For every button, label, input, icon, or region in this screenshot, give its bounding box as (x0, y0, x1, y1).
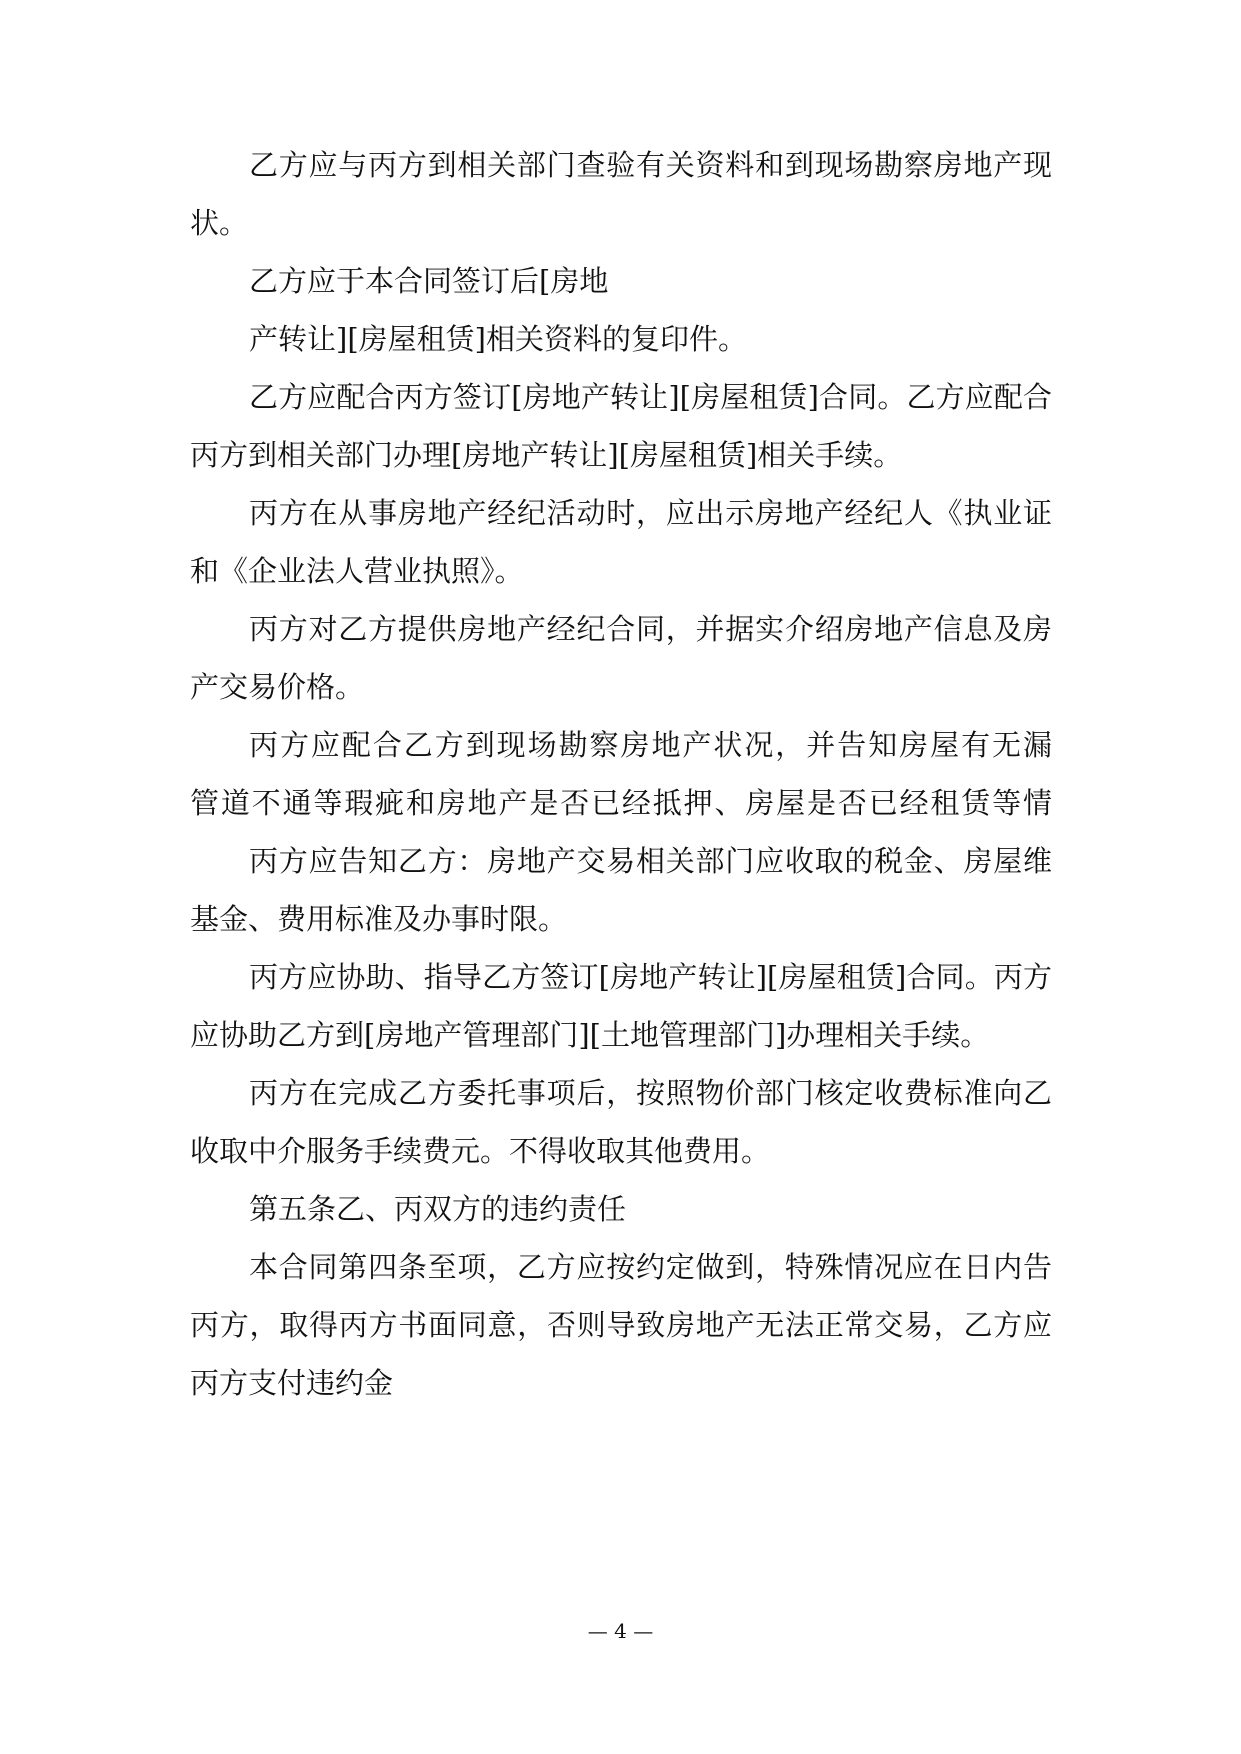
paragraph-line: 丙方对乙方提供房地产经纪合同，并据实介绍房地产信息及房 (249, 612, 1052, 646)
paragraph-line: 丙方应协助、指导乙方签订[房地产转让][房屋租赁]合同。丙方 (249, 960, 1052, 994)
paragraph-line: 应协助乙方到[房地产管理部门][土地管理部门]办理相关手续。 (190, 1018, 990, 1052)
text-line (0, 1015, 1241, 1055)
text-line (0, 493, 1241, 533)
paragraph-line: 管道不通等瑕疵和房地产是否已经抵押、房屋是否已经租赁等情 (190, 786, 1052, 820)
text-line (0, 203, 1241, 243)
text-line (0, 319, 1241, 359)
paragraph-line: 本合同第四条至项，乙方应按约定做到，特殊情况应在日内告 (249, 1250, 1052, 1284)
paragraph-line: 状。 (190, 206, 249, 240)
paragraph-line: 丙方在完成乙方委托事项后，按照物价部门核定收费标准向乙 (249, 1076, 1052, 1110)
paragraph-line: 丙方支付违约金 (190, 1366, 394, 1400)
text-line (0, 899, 1241, 939)
text-line (0, 1189, 1241, 1229)
text-line (0, 145, 1241, 185)
paragraph-line: 乙方应与丙方到相关部门查验有关资料和到现场勘察房地产现 (249, 148, 1052, 182)
paragraph-line: 丙方到相关部门办理[房地产转让][房屋租赁]相关手续。 (190, 438, 903, 472)
text-line (0, 1363, 1241, 1403)
paragraph-line: 丙方在从事房地产经纪活动时，应出示房地产经纪人《执业证 (249, 496, 1052, 530)
paragraph-line: 产交易价格。 (190, 670, 365, 704)
section-heading: 第五条乙、丙双方的违约责任 (249, 1192, 627, 1226)
paragraph-line: 乙方应于本合同签订后[房地 (249, 264, 609, 298)
text-line (0, 841, 1241, 881)
text-line (0, 551, 1241, 591)
text-line (0, 957, 1241, 997)
paragraph-line: 产转让][房屋租赁]相关资料的复印件。 (249, 322, 747, 356)
text-line (0, 609, 1241, 649)
paragraph-line: 丙方应告知乙方：房地产交易相关部门应收取的税金、房屋维 (249, 844, 1052, 878)
paragraph-line: 基金、费用标准及办事时限。 (190, 902, 568, 936)
paragraph-line: 丙方应配合乙方到现场勘察房地产状况，并告知房屋有无漏 (249, 728, 1052, 762)
text-line (0, 1305, 1241, 1345)
text-line (0, 725, 1241, 765)
paragraph-line: 乙方应配合丙方签订[房地产转让][房屋租赁]合同。乙方应配合 (249, 380, 1052, 414)
text-line (0, 261, 1241, 301)
text-line (0, 1247, 1241, 1287)
page-number: — 4 — (587, 1619, 654, 1643)
paragraph-line: 丙方，取得丙方书面同意，否则导致房地产无法正常交易，乙方应 (190, 1308, 1052, 1342)
text-line (0, 1131, 1241, 1171)
text-line (0, 667, 1241, 707)
text-line (0, 783, 1241, 823)
text-line (0, 435, 1241, 475)
paragraph-line: 收取中介服务手续费元。不得收取其他费用。 (190, 1134, 771, 1168)
text-line (0, 377, 1241, 417)
text-line (0, 1073, 1241, 1113)
paragraph-line: 和《企业法人营业执照》。 (190, 554, 524, 588)
